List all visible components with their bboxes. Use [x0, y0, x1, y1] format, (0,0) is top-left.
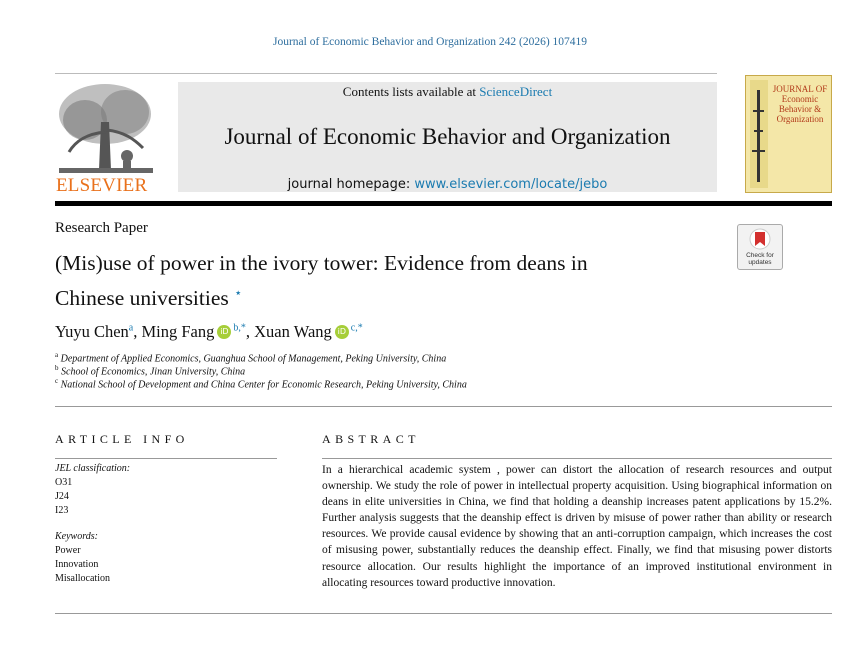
journal-citation[interactable]: Journal of Economic Behavior and Organization 242 (2026) 107419 — [272, 36, 588, 48]
keyword: Power — [55, 545, 81, 556]
article-info-rule — [55, 458, 277, 459]
contents-prefix: Contents lists available at — [342, 84, 480, 99]
article-info-heading: ARTICLE INFO — [55, 432, 189, 446]
check-for-updates-label — [737, 252, 783, 266]
jel-code: O31 — [55, 477, 73, 488]
masthead-rule — [55, 201, 832, 206]
orcid-icon[interactable]: iD — [217, 325, 231, 339]
bottom-divider — [55, 613, 832, 614]
keyword: Innovation — [55, 559, 99, 570]
article-type: Research Paper — [55, 220, 148, 236]
check-label-line2: updates — [748, 259, 772, 266]
orcid-icon[interactable]: iD — [335, 325, 349, 339]
abstract-rule — [322, 458, 832, 459]
title-text-2: Chinese universities — [55, 286, 229, 311]
title-line-1: (Mis)use of power in the ivory tower: Evidence from deans in — [55, 251, 588, 275]
affiliation — [55, 351, 446, 364]
elsevier-wordmark: ELSEVIER — [56, 175, 148, 196]
author-marks[interactable]: c,* — [350, 322, 363, 334]
affiliation — [55, 364, 245, 377]
author-name[interactable]: Ming Fang — [141, 322, 215, 341]
header-divider — [55, 73, 717, 74]
cover-line: Economic — [781, 94, 819, 104]
check-label-line1: Check for — [746, 252, 774, 259]
affiliation — [55, 377, 467, 390]
affiliation-text: National School of Development and China Center for Economic Research, Peking University, China — [60, 379, 467, 391]
homepage-prefix: journal homepage: — [287, 177, 415, 192]
journal-homepage — [178, 177, 717, 192]
homepage-link[interactable]: www.elsevier.com/locate/jebo — [414, 177, 608, 192]
affiliation-text: School of Economics, Jinan University, China — [61, 366, 246, 378]
cover-title — [770, 84, 830, 124]
author-name[interactable]: Xuan Wang — [254, 322, 332, 341]
jel-code: I23 — [55, 505, 69, 516]
keyword: Misallocation — [55, 573, 110, 584]
author-marks[interactable]: b,* — [233, 322, 246, 334]
title-footnote-star[interactable]: ⋆ — [234, 285, 243, 300]
cover-line: JOURNAL OF — [772, 84, 828, 94]
author-marks[interactable]: a — [128, 322, 134, 334]
cover-line: Behavior & — [778, 104, 822, 114]
author-name[interactable]: Yuyu Chen — [55, 322, 129, 341]
journal-title: Journal of Economic Behavior and Organization — [224, 124, 671, 149]
title-line-2 — [55, 278, 695, 313]
abstract-text: In a hierarchical academic system , power can distort the allocation of research resources and output ownership. We study the role of power in intellectual property acquisition. Using biographical information on deans in elite universities in China, we find that holding a deanship increases patent applications by 15.2%. Further analysis suggests that the deanship effect is driven by misuse of power rather than ability or research resources. We provide causal evidence by showing that an anti-corruption campaign, which increases the cost of misusing power, substantially reduces the deanship effect. Finally, we find that misusing power distorts resource allocation. Our results highlight the importance of an improved institutional environment in allocating resources toward productive innovation. — [322, 464, 832, 589]
abstract-heading: ABSTRACT — [322, 432, 420, 446]
keywords-label: Keywords: — [55, 531, 98, 542]
affiliation-mark: c — [55, 377, 59, 385]
affiliation-mark: b — [55, 364, 59, 372]
jel-label: JEL classification: — [55, 463, 131, 474]
cover-barcode-graphic — [750, 80, 768, 188]
affiliation-mark: a — [55, 351, 59, 359]
bookmark-icon — [738, 225, 782, 253]
affiliation-text: Department of Applied Economics, Guanghua School of Management, Peking University, China — [60, 353, 447, 365]
contents-line — [178, 84, 717, 100]
sciencedirect-link[interactable]: ScienceDirect — [479, 84, 553, 99]
paper-title — [55, 249, 695, 313]
section-divider — [55, 406, 832, 407]
author-list: Yuyu Chen$^a$, Ming Fang iD $^{b,*}$, Xuan Wang iD $^{c,*}$ — [55, 322, 363, 341]
cover-line: Organization — [776, 114, 824, 124]
jel-code: J24 — [55, 491, 69, 502]
